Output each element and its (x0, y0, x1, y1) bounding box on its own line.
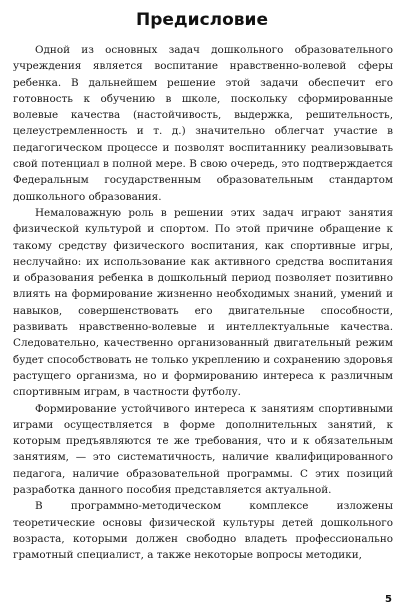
page-title: Предисловие (136, 10, 268, 30)
paragraph-2: Немаловажную роль в решении этих задач играют занятия физической культурой и спортом. По этой причине обращение к такому средству физического воспитания, как спортивные игры, неслучайно: их использование как активного средства воспитания и образования ребенка в дошкольный период позволяет позитивно влиять на формирование жизненно необходимых знаний, умений и навыков, совершенствовать его двигательные способности, развивать нравственно-волевые и интеллектуальные качества. Следовательно, качественно организованный двигательный режим будет способствовать не только укреплению и сохранению здоровья растущего организма, но и формированию интереса к различным спортивным играм, в частности футболу. (13, 206, 393, 399)
paragraph-4: В программно-методическом комплексе изложены теоретические основы физической культуры детей дошкольного возраста, которыми должен свободно владеть профессионально грамотный специалист, а также некоторые вопросы методики, (13, 500, 393, 562)
page-number: 5 (385, 594, 392, 605)
paragraph-1: Одной из основных задач дошкольного образовательного учреждения является воспитание нравственно-волевой сферы ребенка. В дальнейшем решение этой задачи обеспечит его готовность к обучению в школе, поскольку сформированные волевые качества (настойчивость, выдержка, решительность, целеустремленность и т. д.) значительно облегчат участие в педагогическом процессе и позволят воспитаннику реализовывать свой потенциал в полной мере. В свою очередь, это подтверждается Федеральным государственным образовательным стандартом дошкольного образования. (13, 44, 393, 203)
document-body (13, 42, 393, 564)
paragraph-3: Формирование устойчивого интереса к занятиям спортивными играми осуществляется в форме дополнительных занятий, к которым предъявляются те же требования, что и к обязательным занятиям, — это систематичность, наличие квалифицированного педагога, наличие образовательной программы. С этих позиций разработка данного пособия представляется актуальной. (13, 402, 393, 497)
